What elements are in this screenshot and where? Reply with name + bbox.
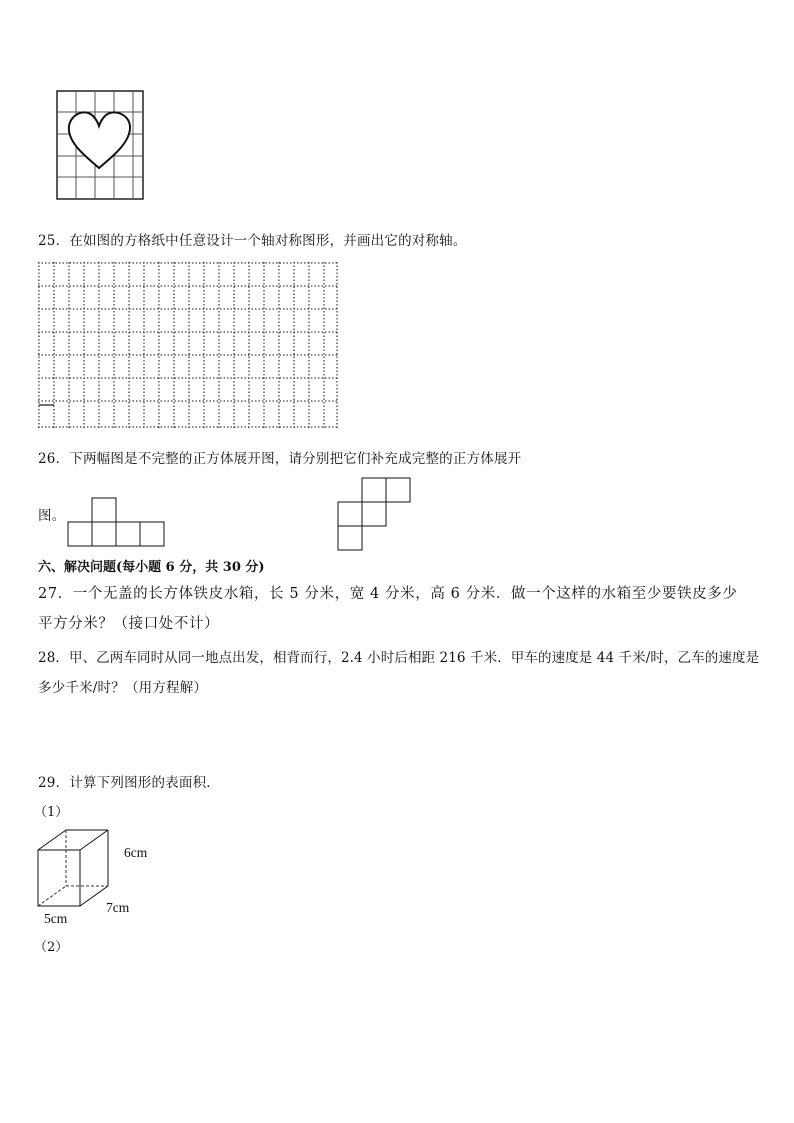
section-6-heading: 六、解决问题(每小题 6 分，共 30 分)	[38, 560, 265, 575]
cuboid-height-label: 6cm	[124, 845, 148, 860]
heart-shape	[69, 112, 130, 168]
hidden-edges	[38, 830, 108, 906]
question-27-line1: 27．一个无盖的长方体铁皮水箱，长 5 分米，宽 4 分米，高 6 分米．做一个这样的水箱至少要铁皮多少	[38, 586, 738, 602]
cube-net-1	[66, 497, 166, 547]
question-29-part-2-label: （2）	[34, 940, 69, 955]
dotted-grid-paper	[38, 262, 338, 428]
cuboid-figure	[36, 828, 116, 908]
question-29-text: 29．计算下列图形的表面积．	[38, 775, 220, 791]
question-28-line2: 多少千米/时？（用方程解）	[38, 680, 208, 696]
cube-net-2	[337, 477, 413, 551]
question-27-line2: 平方分米？（接口处不计）	[38, 616, 220, 632]
question-26-text-line2: 图。	[38, 508, 66, 524]
cuboid-width-label: 5cm	[44, 911, 68, 926]
question-25-text: 25．在如图的方格纸中任意设计一个轴对称图形，并画出它的对称轴。	[38, 233, 467, 249]
cuboid-depth-label: 7cm	[106, 900, 130, 915]
question-28-line1: 28．甲、乙两车同时从同一地点出发，相背而行，2.4 小时后相距 216 千米．甲车的速度是 44 千米/时，乙车的速度是	[38, 650, 760, 666]
heart-grid-figure	[55, 90, 145, 202]
question-29-part-1-label: （1）	[34, 805, 69, 820]
question-26-text-line1: 26．下两幅图是不完整的正方体展开图，请分别把它们补充成完整的正方体展开	[38, 451, 522, 467]
